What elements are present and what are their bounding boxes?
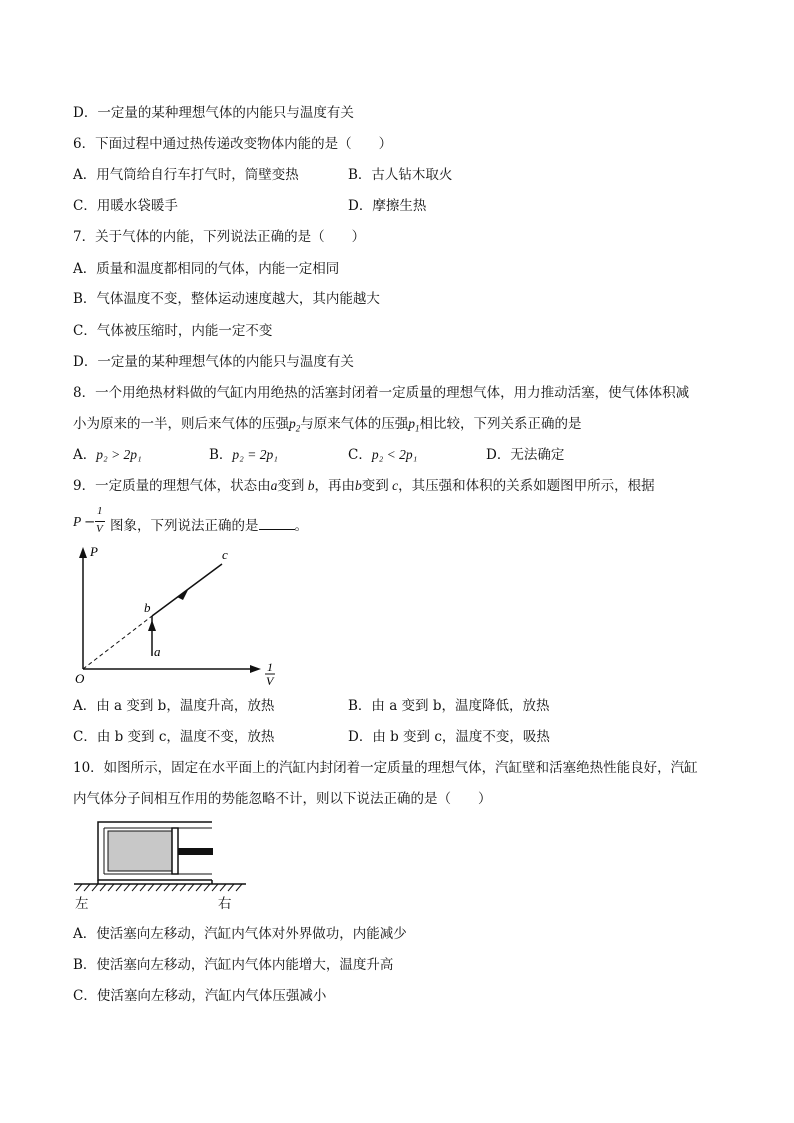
q6-stem: 6．下面过程中通过热传递改变物体内能的是（ ） <box>73 136 393 152</box>
q9-option-c: C．由 b 变到 c，温度不变，放热 <box>73 729 275 745</box>
q10-stem-line2: 内气体分子间相互作用的势能忽略不计，则以下说法正确的是（ ） <box>73 791 492 807</box>
q8-option-a: A．p₂ > 2p₁ <box>73 447 142 463</box>
q10-stem-line1: 10．如图所示，固定在水平面上的汽缸内封闭着一定质量的理想气体，汽缸壁和活塞绝热性能良好，汽缸 <box>73 760 698 776</box>
q7-option-c: C．气体被压缩时，内能一定不变 <box>73 323 273 339</box>
q9-option-a: A．由 a 变到 b，温度升高，放热 <box>73 698 275 714</box>
q10-option-b: B．使活塞向左移动，汽缸内气体内能增大，温度升高 <box>73 957 394 973</box>
q8-option-d: D．无法确定 <box>486 447 565 463</box>
q10-option-a: A．使活塞向左移动，汽缸内气体对外界做功，内能减少 <box>73 926 407 942</box>
b-to-c-arrow-icon <box>177 590 188 600</box>
q9-stem-line1: 9．一定质量的理想气体，状态由a变到 b，再由b变到 c，其压强和体积的关系如题图甲所示，根据 <box>73 478 655 494</box>
q7-option-a: A．质量和温度都相同的气体，内能一定相同 <box>73 261 340 277</box>
q7-option-d: D．一定量的某种理想气体的内能只与温度有关 <box>73 354 354 370</box>
p-axis-arrow-icon <box>79 547 87 558</box>
point-c-label: c <box>222 547 228 562</box>
piston-rod <box>178 848 213 855</box>
ground-hatch <box>76 884 242 891</box>
point-b-label: b <box>144 600 151 615</box>
q6-option-a: A．用气筒给自行车打气时，筒壁变热 <box>73 167 299 183</box>
q9-option-b: B．由 a 变到 b，温度降低，放热 <box>348 698 550 714</box>
enclosed-gas <box>108 831 172 871</box>
q9-p-inverse-v-graph <box>70 544 290 689</box>
q8-stem-line1: 8．一个用绝热材料做的气缸内用绝热的活塞封闭着一定质量的理想气体，用力推动活塞，使气体体积减 <box>73 385 690 401</box>
piston <box>172 828 178 874</box>
x-axis-label-num: 1 <box>267 660 273 674</box>
q9-option-d: D．由 b 变到 c，温度不变，吸热 <box>348 729 550 745</box>
q8-option-b: B．p₂ = 2p₁ <box>209 447 278 463</box>
q7-stem: 7．关于气体的内能，下列说法正确的是（ ） <box>73 229 366 245</box>
right-label: 右 <box>218 896 232 912</box>
q5-option-d: D．一定量的某种理想气体的内能只与温度有关 <box>73 105 354 121</box>
point-a-label: a <box>154 644 161 659</box>
x-axis-label-den: V <box>266 674 274 688</box>
q7-option-b: B．气体温度不变，整体运动速度越大，其内能越大 <box>73 291 380 307</box>
q6-option-d: D．摩擦生热 <box>348 198 427 214</box>
left-label: 左 <box>75 896 89 912</box>
q6-option-b: B．古人钻木取火 <box>348 167 453 183</box>
q6-option-c: C．用暖水袋暖手 <box>73 198 178 214</box>
dashed-extension <box>83 616 152 669</box>
a-to-b-arrow-icon <box>148 620 156 631</box>
process-b-to-c <box>152 564 222 616</box>
inverse-v-axis-arrow-icon <box>250 665 261 673</box>
p-axis-label: P <box>90 544 98 559</box>
origin-label: O <box>75 671 85 686</box>
q8-stem-line2: 小为原来的一半，则后来气体的压强$p_2$与原来气体的压强$p_1$相比较，下列关系正确的是 <box>73 416 582 434</box>
answer-blank[interactable] <box>259 517 295 530</box>
q10-option-c: C．使活塞向左移动，汽缸内气体压强减小 <box>73 988 327 1004</box>
q8-option-c: C．p₂ < 2p₁ <box>348 447 418 463</box>
